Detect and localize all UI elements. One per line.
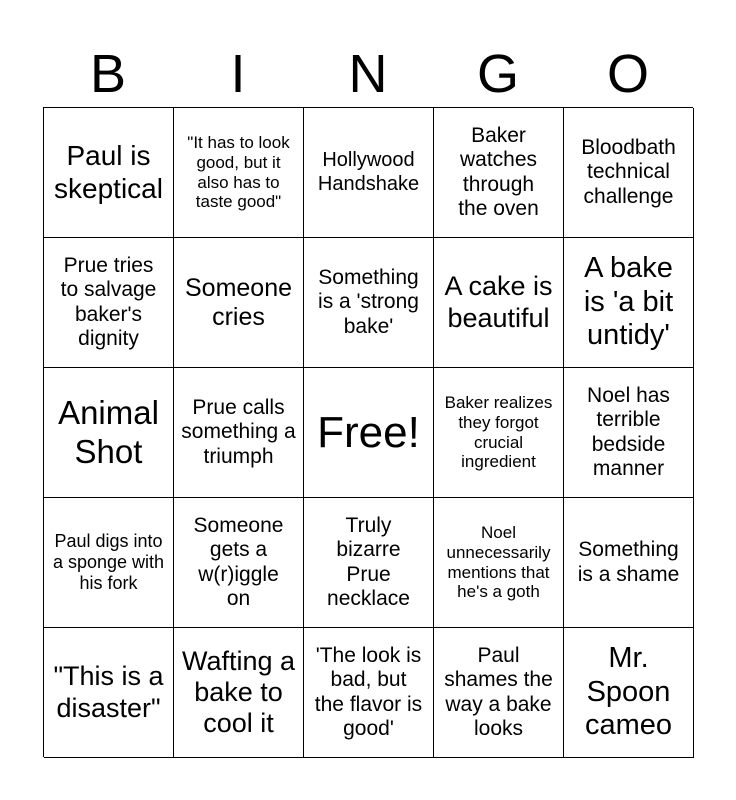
cell-text: Truly bizarre Prue necklace (327, 513, 410, 610)
cell-text: Someone gets a w(r)iggle on (193, 513, 284, 610)
bingo-cell-r4c1[interactable] (44, 498, 174, 628)
bingo-cell-r4c5[interactable] (564, 498, 694, 628)
cell-text: Mr. Spoon cameo (584, 642, 673, 742)
cell-text: Something is a 'strong bake' (318, 265, 419, 338)
cell-text: "It has to look good, but it also has to taste good" (187, 133, 290, 212)
cell-text: Paul digs into a sponge with his fork (52, 531, 165, 593)
cell-text: Paul shames the way a bake looks (444, 643, 553, 740)
header-letter-i: I (230, 44, 246, 104)
cell-text: Noel has terrible bedside manner (587, 383, 670, 480)
bingo-cell-r2c4[interactable] (434, 238, 564, 368)
bingo-cell-r2c5[interactable] (564, 238, 694, 368)
cell-text: Baker realizes they forgot crucial ingredient (444, 393, 553, 472)
bingo-cell-r5c3[interactable] (304, 628, 434, 758)
bingo-cell-r5c5[interactable] (564, 628, 694, 758)
bingo-cell-r3c5[interactable] (564, 368, 694, 498)
cell-text: Noel unnecessarily mentions that he's a goth (446, 523, 551, 602)
bingo-cell-r3c2[interactable] (174, 368, 304, 498)
header-letter-g: G (476, 44, 519, 104)
bingo-cell-r4c2[interactable] (174, 498, 304, 628)
cell-text: Something is a shame (577, 538, 680, 586)
bingo-cell-r2c2[interactable] (174, 238, 304, 368)
bingo-cell-r5c2[interactable] (174, 628, 304, 758)
cell-text: Someone cries (184, 273, 293, 331)
cell-text: A cake is beautiful (444, 271, 553, 333)
header-letter-o: O (606, 44, 649, 104)
bingo-cell-r3c1[interactable] (44, 368, 174, 498)
cell-text: 'The look is bad, but the flavor is good' (314, 643, 423, 740)
bingo-cell-r1c3[interactable] (304, 108, 434, 238)
bingo-cell-r2c1[interactable] (44, 238, 174, 368)
bingo-cell-r1c1[interactable] (44, 108, 174, 238)
bingo-cell-r1c4[interactable] (434, 108, 564, 238)
bingo-cell-r5c4[interactable] (434, 628, 564, 758)
bingo-cell-r5c1[interactable] (44, 628, 174, 758)
bingo-board (43, 107, 693, 757)
bingo-cell-r1c2[interactable] (174, 108, 304, 238)
cell-text: "This is a disaster" (53, 661, 164, 723)
bingo-cell-r4c4[interactable] (434, 498, 564, 628)
cell-text: Hollywood Handshake (317, 149, 420, 195)
bingo-cell-r3c3[interactable] (304, 368, 434, 498)
bingo-cell-r2c3[interactable] (304, 238, 434, 368)
cell-text: Prue calls something a triumph (181, 395, 296, 468)
header-letter-b: B (89, 44, 127, 104)
cell-text: Wafting a bake to cool it (181, 645, 296, 739)
header-letter-n: N (348, 44, 388, 104)
cell-text: Free! (317, 407, 420, 457)
bingo-cell-r3c4[interactable] (434, 368, 564, 498)
cell-text: Animal Shot (58, 394, 159, 470)
cell-text: Bloodbath technical challenge (581, 135, 676, 208)
bingo-cell-r4c3[interactable] (304, 498, 434, 628)
cell-text: Paul is skeptical (54, 140, 163, 204)
bingo-cell-r1c5[interactable] (564, 108, 694, 238)
bingo-header (43, 40, 693, 108)
cell-text: Baker watches through the oven (458, 123, 539, 220)
cell-text: A bake is 'a bit untidy' (583, 252, 674, 352)
cell-text: Prue tries to salvage baker's dignity (60, 253, 157, 350)
